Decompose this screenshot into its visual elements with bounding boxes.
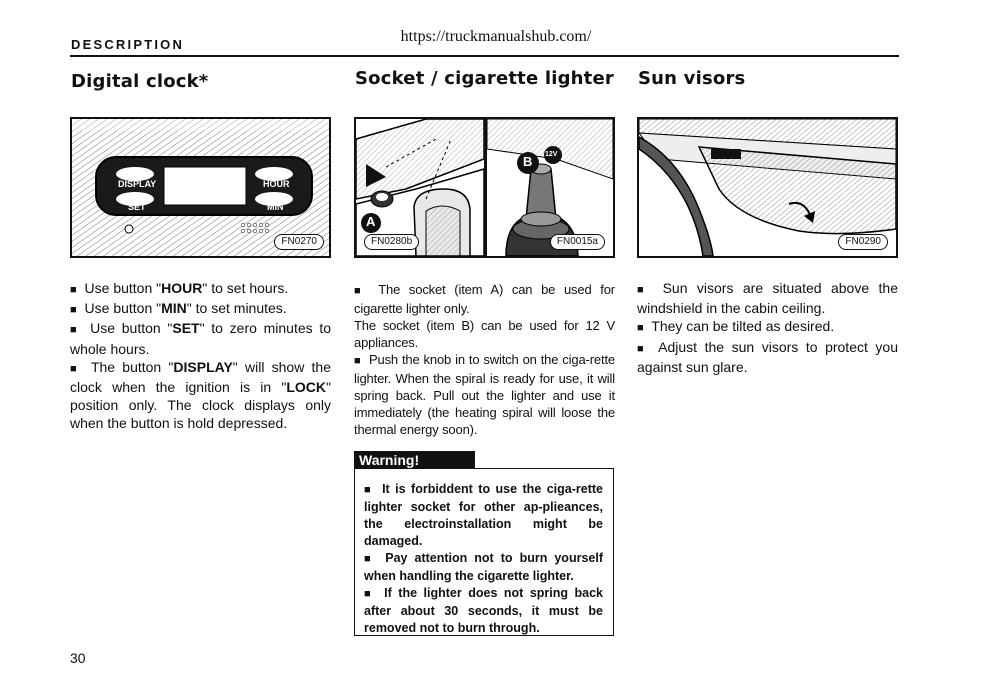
bullet-square-icon: ■ (70, 362, 80, 375)
sun-visors-text (637, 279, 898, 376)
hour-button-label: HOUR (263, 179, 290, 189)
bullet-square-icon: ■ (637, 322, 644, 335)
paragraph: The socket (item B) can be used for 12 V appliances. (354, 318, 615, 350)
bullet-square-icon: ■ (354, 285, 366, 297)
figure-code: FN0270 (274, 234, 324, 250)
bullet-square-icon: ■ (354, 355, 361, 367)
header-rule (70, 55, 899, 57)
bullet-square-icon: ■ (70, 324, 80, 337)
sun-visors-figure (637, 117, 898, 258)
bullet-square-icon: ■ (637, 342, 648, 355)
paragraph: ■ Push the knob in to switch on the ciga-rette lighter. When the spiral is ready for use, it will spring back. Pull out the lighter and use it immediately (the heating spiral will loose the thermal energy soon). (354, 352, 615, 437)
bullet-square-icon: ■ (70, 304, 77, 317)
paragraph: ■ Use button "MIN" to set minutes. (70, 300, 287, 317)
set-button-label: SET (128, 202, 146, 212)
warning-box (354, 468, 614, 636)
paragraph: ■ Use button "HOUR" to set hours. (70, 280, 289, 296)
voltage-badge: 12V (545, 151, 558, 158)
socket-lighter-text (354, 281, 615, 438)
item-b-label: B (523, 154, 533, 169)
digital-clock-figure (70, 117, 331, 258)
sun-visors-title: Sun visors (638, 68, 746, 89)
page-number: 30 (70, 650, 86, 666)
warning-item: ■ Pay attention not to burn yourself when handling the cigarette lighter. (364, 551, 603, 583)
figure-code-right: FN0015a (550, 234, 605, 250)
item-a-label: A (366, 214, 376, 229)
paragraph: ■ Sun visors are situated above the windshield in the cabin ceiling. (637, 280, 898, 317)
source-url: https://truckmanualshub.com/ (400, 28, 592, 45)
digital-clock-text (70, 279, 331, 433)
digital-clock-title: Digital clock* (71, 71, 209, 92)
paragraph: ■ Adjust the sun visors to protect you against sun glare. (637, 338, 898, 375)
bullet-square-icon: ■ (70, 284, 77, 296)
section-label: DESCRIPTION (71, 37, 185, 52)
warning-item: ■ It is forbiddent to use the ciga-rette lighter socket for other ap-plieances, the electroinstallation might be damaged. (364, 482, 603, 548)
bullet-square-icon: ■ (364, 484, 373, 496)
bullet-square-icon: ■ (637, 284, 650, 296)
figure-code: FN0290 (838, 234, 888, 250)
paragraph: ■ They can be tilted as desired. (637, 318, 835, 335)
bullet-square-icon: ■ (364, 588, 374, 600)
paragraph: ■ The socket (item A) can be used for cigarette lighter only. (354, 282, 615, 316)
socket-lighter-figure (354, 117, 615, 258)
paragraph: ■ The button "DISPLAY" will show the clock when the ignition is in "LOCK" position only. The clock displays only when the button is hold depressed. (70, 358, 331, 432)
socket-lighter-title: Socket / cigarette lighter (355, 68, 614, 89)
paragraph: ■ Use button "SET" to zero minutes to whole hours. (70, 320, 331, 357)
display-button-label: DISPLAY (118, 179, 157, 189)
warning-item: ■ If the lighter does not spring back after about 30 seconds, it must be removed not to burn through. (364, 586, 603, 635)
bullet-square-icon: ■ (364, 553, 375, 565)
figure-code-left: FN0280b (364, 234, 419, 250)
min-button-label: MIN (267, 202, 284, 212)
warning-title: Warning! (354, 451, 475, 469)
